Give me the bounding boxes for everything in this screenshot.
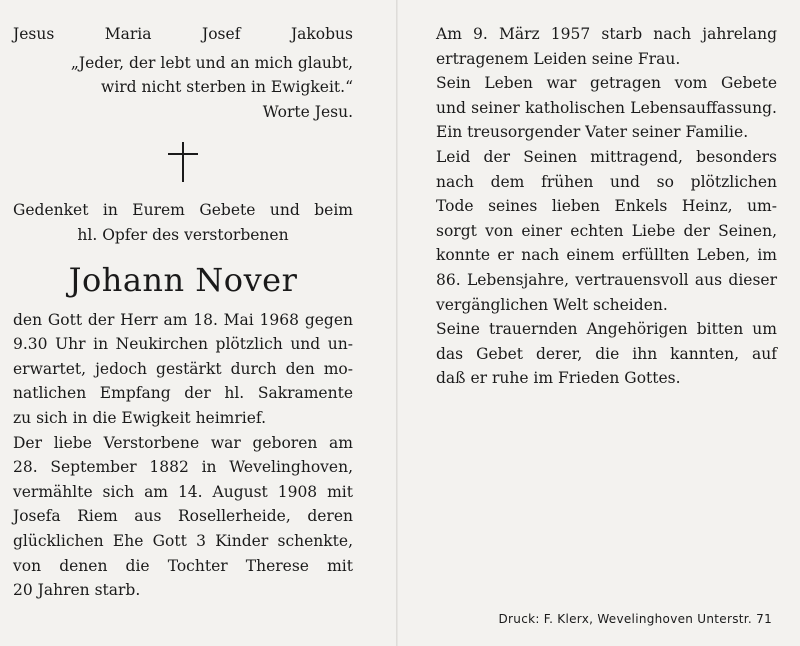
text-line: vergänglichen Welt scheiden. (436, 295, 668, 314)
holy-name: Maria (104, 25, 152, 43)
text-line: und seiner katholischen Lebensauffassung. (436, 98, 777, 117)
closing-paragraph (436, 317, 777, 391)
wife-death-paragraph (436, 22, 777, 71)
text-line: Ein treusorgender Vater seiner Familie. (436, 123, 749, 142)
text-line: 28. September 1882 in Wevelinghoven, (13, 458, 353, 477)
text-line: Leid der Seinen mittragend, besonders (436, 147, 777, 166)
intro-line: hl. Opfer des verstorbenen (77, 225, 289, 244)
right-page (436, 22, 777, 391)
remembrance-intro (13, 198, 353, 247)
text-line: 9.30 Uhr in Neukirchen plötzlich und un- (13, 335, 353, 354)
text-line: Am 9. März 1957 starb nach jahrelang (436, 25, 777, 43)
text-line: daß er ruhe im Frieden Gottes. (436, 369, 681, 388)
text-line: konnte er nach einem erfüllten Leben, im (436, 246, 777, 265)
holy-name: Jesus (13, 25, 55, 43)
text-line: Der liebe Verstorbene war geboren am (13, 433, 353, 452)
text-line: Josefa Riem aus Rosellerheide, deren (13, 507, 353, 526)
card-fold-divider (396, 0, 398, 646)
text-line: zu sich in die Ewigkeit heimrief. (13, 408, 267, 427)
text-line: den Gott der Herr am 18. Mai 1968 gegen (13, 310, 353, 329)
text-line: nach dem frühen und so plötzlichen (436, 172, 777, 191)
text-line: 86. Lebensjahre, vertrauensvoll aus dieser (436, 270, 777, 289)
text-line: natlichen Empfang der hl. Sakramente (13, 384, 353, 403)
bible-quote (13, 51, 353, 100)
latin-cross-icon (168, 142, 198, 182)
text-line: Tode seines lieben Enkels Heinz, um- (436, 197, 777, 216)
left-page (13, 22, 353, 603)
intro-line: Gedenket in Eurem Gebete und beim (13, 201, 353, 220)
holy-name: Josef (202, 25, 241, 43)
text-line: erwartet, jedoch gestärkt durch den mo- (13, 359, 353, 378)
text-line: Sein Leben war getragen vom Gebete (436, 74, 777, 93)
quote-source: Worte Jesu. (262, 102, 353, 121)
text-line: von denen die Tochter Therese mit (13, 556, 353, 575)
text-line: 20 Jahren starb. (13, 581, 141, 600)
text-line: Seine trauernden Angehörigen bitten um (436, 320, 777, 339)
life-paragraph (436, 71, 777, 317)
text-line: sorgt von einer echten Liebe der Seinen, (436, 221, 777, 240)
quote-line: wird nicht sterben in Ewigkeit.“ (101, 78, 353, 97)
deceased-name: Johann Nover (68, 260, 298, 299)
text-line: das Gebet derer, die ihn kannten, auf (436, 344, 777, 363)
text-line: glücklichen Ehe Gott 3 Kinder schenkte, (13, 531, 353, 550)
death-paragraph (13, 308, 353, 431)
text-line: vermählte sich am 14. August 1908 mit (13, 482, 353, 501)
printer-imprint: Druck: F. Klerx, Wevelinghoven Unterstr. 71 (498, 612, 772, 626)
biography-paragraph (13, 431, 353, 603)
holy-names-header (13, 22, 353, 47)
text-line: ertragenem Leiden seine Frau. (436, 49, 681, 68)
holy-name: Jakobus (290, 25, 353, 43)
quote-line: „Jeder, der lebt und an mich glaubt, (70, 53, 353, 72)
